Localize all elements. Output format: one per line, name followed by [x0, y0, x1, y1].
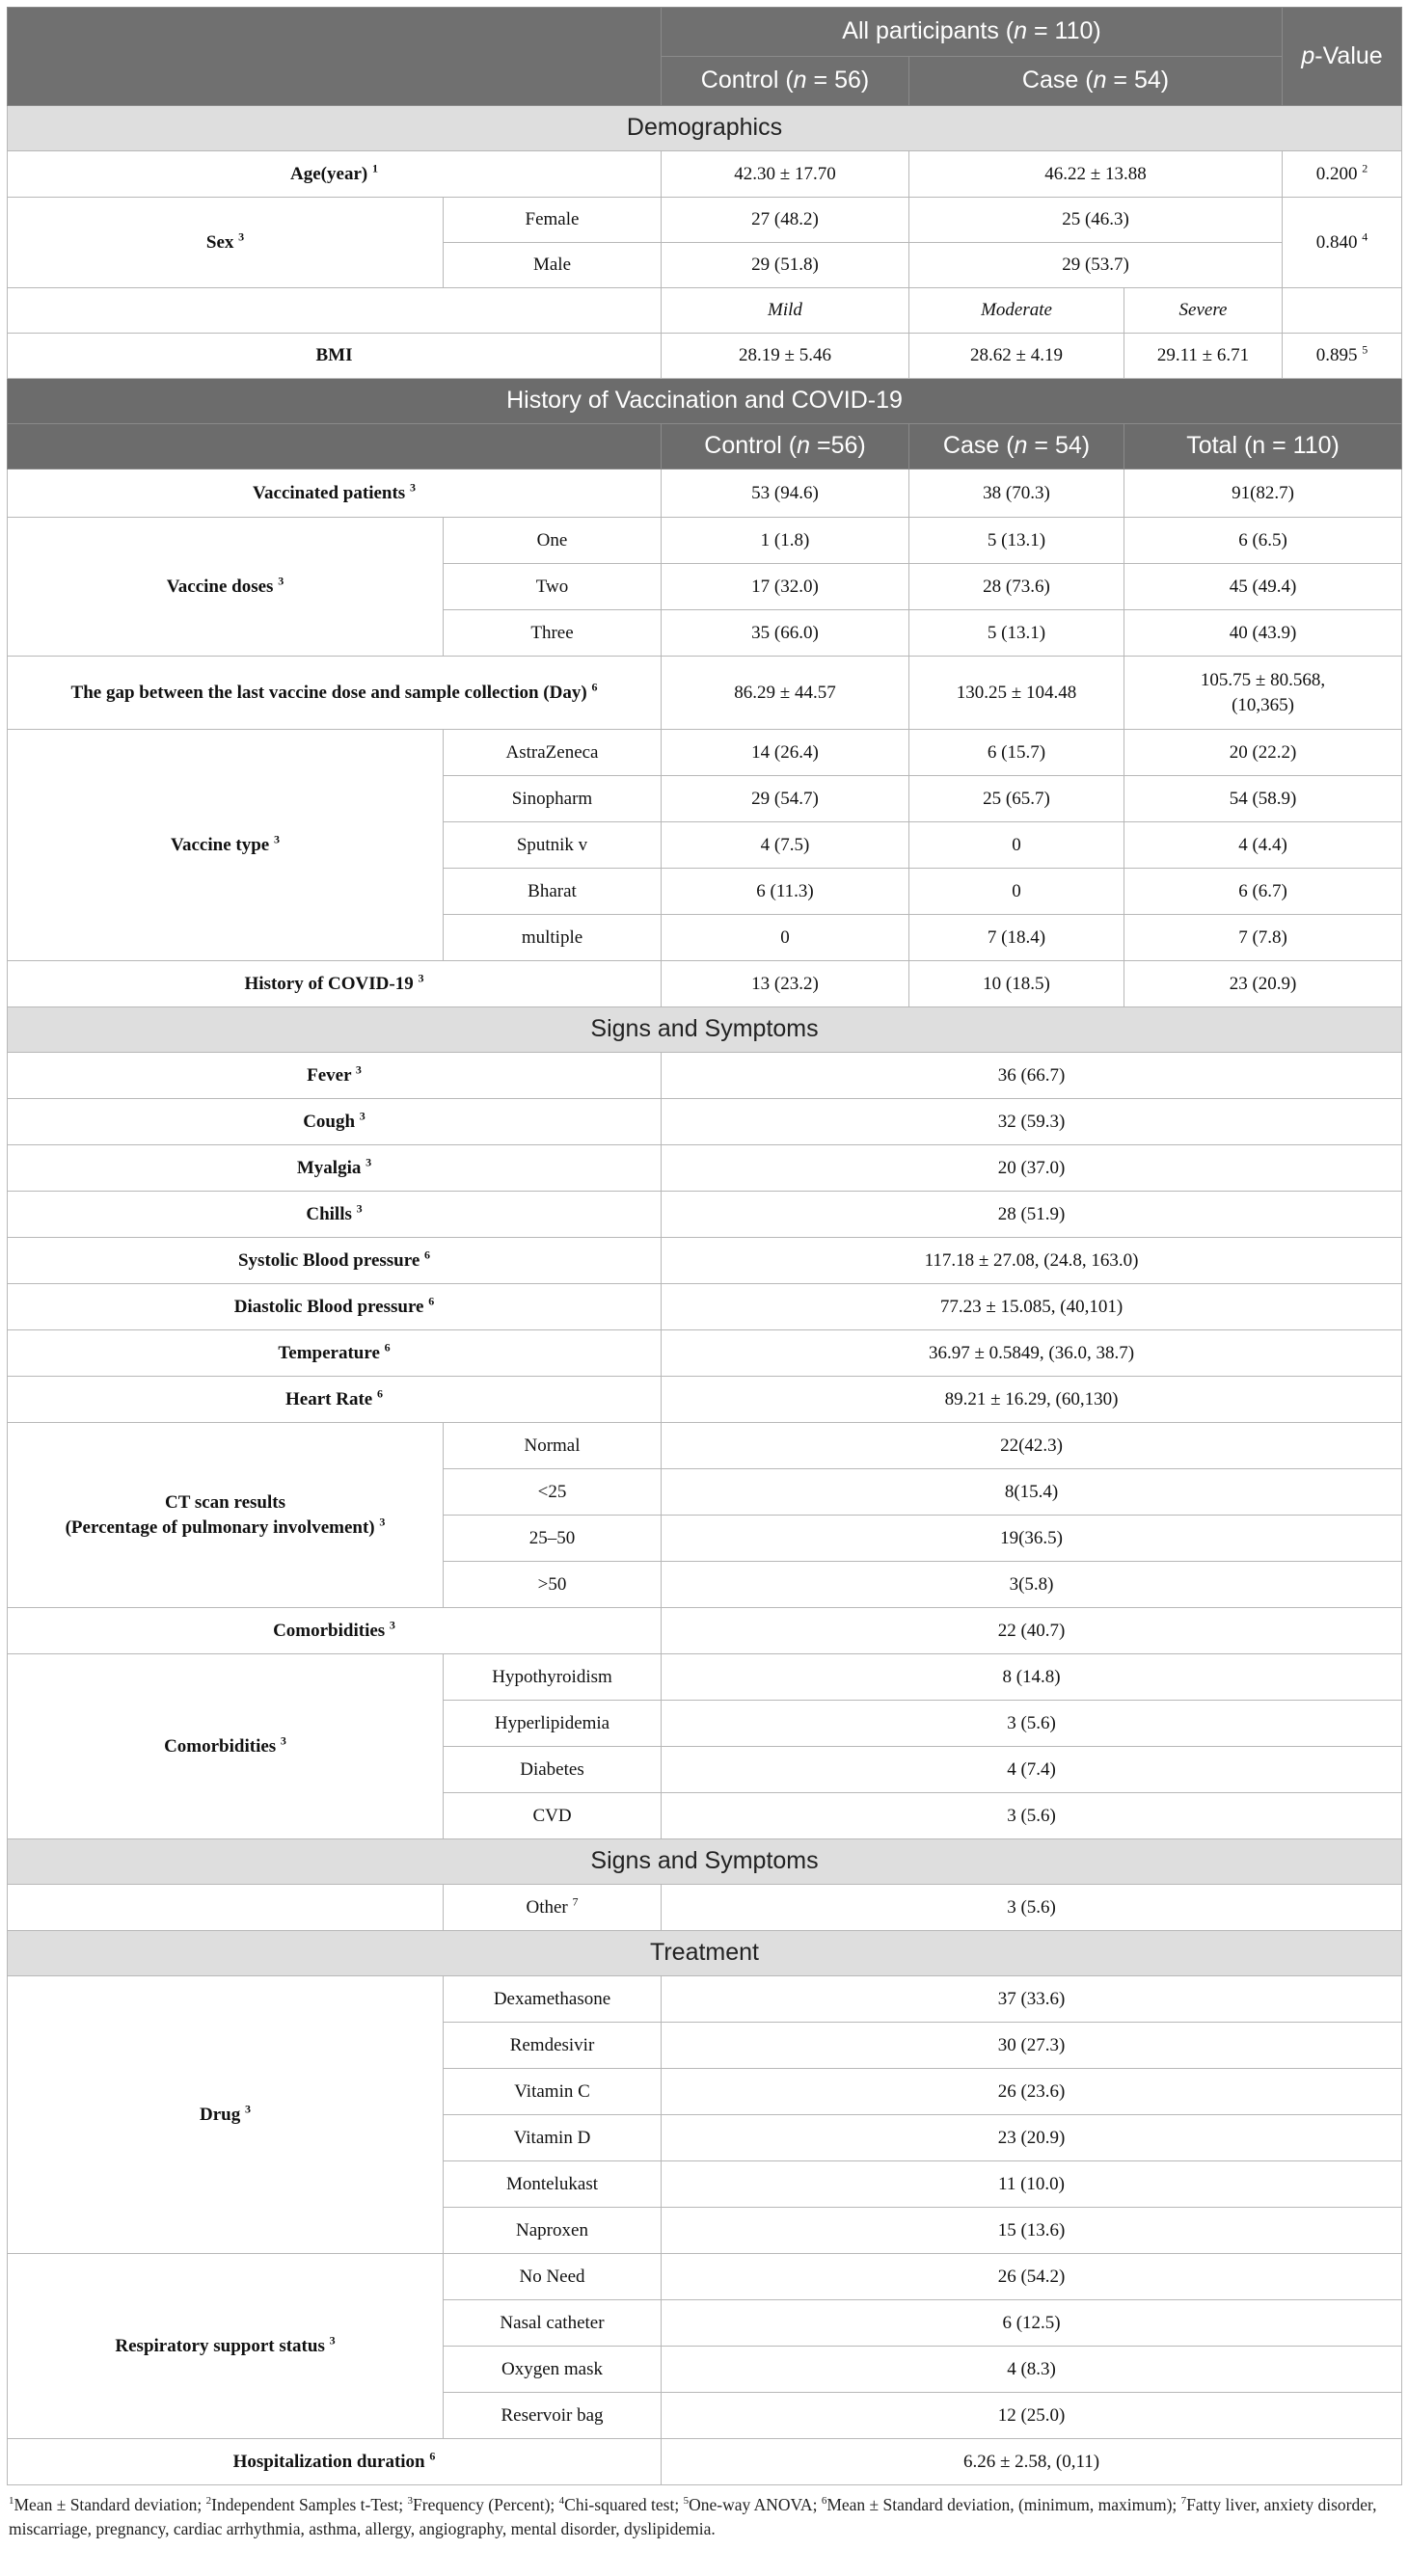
- table-row: [8, 1238, 1402, 1284]
- cell: 23 (20.9): [1124, 961, 1402, 1007]
- cell: 37 (33.6): [662, 1976, 1402, 2023]
- row-label: Myalgia $^3$: [8, 1145, 662, 1192]
- cell: 5 (13.1): [909, 518, 1124, 564]
- sub-label: Male: [444, 243, 662, 288]
- section-signs: [8, 1007, 1402, 1053]
- cell: Moderate: [909, 288, 1124, 334]
- row-label: Temperature $^6$: [8, 1330, 662, 1377]
- sub-label: Three: [444, 610, 662, 657]
- cell: 28 (51.9): [662, 1192, 1402, 1238]
- cell: 7 (7.8): [1124, 915, 1402, 961]
- sub-label: Diabetes: [444, 1747, 662, 1793]
- sub-label: Sinopharm: [444, 776, 662, 822]
- vaccination-subheader: [8, 424, 1402, 470]
- row-label: Vaccine type $^3$: [8, 730, 444, 961]
- cell: 4 (4.4): [1124, 822, 1402, 869]
- table-row: [8, 730, 1402, 776]
- cell: 0: [909, 822, 1124, 869]
- header-case: Case (n = 54): [909, 57, 1283, 106]
- cell: 117.18 ± 27.08, (24.8, 163.0): [662, 1238, 1402, 1284]
- cell: Severe: [1124, 288, 1283, 334]
- cell: 30 (27.3): [662, 2023, 1402, 2069]
- cell: 25 (65.7): [909, 776, 1124, 822]
- section-title: Treatment: [8, 1931, 1402, 1976]
- row-label: The gap between the last vaccine dose and sample collection (Day) $^6$: [8, 657, 662, 730]
- row-label: Respiratory support status $^3$: [8, 2254, 444, 2439]
- table-row: [8, 198, 1402, 243]
- section-signs-2: [8, 1839, 1402, 1885]
- header-pvalue: p-Value: [1283, 8, 1402, 106]
- table-row: [8, 1377, 1402, 1423]
- row-label: Fever $^3$: [8, 1053, 662, 1099]
- cell: 6.26 ± 2.58, (0,11): [662, 2439, 1402, 2485]
- cell: 22(42.3): [662, 1423, 1402, 1469]
- row-label: Cough $^3$: [8, 1099, 662, 1145]
- row-label: Comorbidities $^3$: [8, 1654, 444, 1839]
- section-title: History of Vaccination and COVID-19: [8, 379, 1402, 424]
- cell: 77.23 ± 15.085, (40,101): [662, 1284, 1402, 1330]
- cell: 4 (7.5): [662, 822, 909, 869]
- sub-label: Two: [444, 564, 662, 610]
- table-row: [8, 1053, 1402, 1099]
- sub-label: Normal: [444, 1423, 662, 1469]
- cell: [8, 424, 662, 470]
- sub-label: No Need: [444, 2254, 662, 2300]
- table-row: [8, 1330, 1402, 1377]
- cell: 29 (53.7): [909, 243, 1283, 288]
- row-label: History of COVID-19 $^3$: [8, 961, 662, 1007]
- table-row: [8, 1654, 1402, 1701]
- cell: 35 (66.0): [662, 610, 909, 657]
- cell: 20 (22.2): [1124, 730, 1402, 776]
- subheader-total: Total (n = 110): [1124, 424, 1402, 470]
- cell: [8, 288, 662, 334]
- cell: 0.200 $^2$: [1283, 151, 1402, 198]
- cell: 42.30 ± 17.70: [662, 151, 909, 198]
- cell: 36 (66.7): [662, 1053, 1402, 1099]
- row-label: Vaccinated patients $^3$: [8, 470, 662, 518]
- section-treatment: [8, 1931, 1402, 1976]
- cell: 28.19 ± 5.46: [662, 334, 909, 379]
- cell: 1 (1.8): [662, 518, 909, 564]
- subheader-case: Case (n = 54): [909, 424, 1124, 470]
- cell: 53 (94.6): [662, 470, 909, 518]
- cell: 6 (11.3): [662, 869, 909, 915]
- cell: 8 (14.8): [662, 1654, 1402, 1701]
- cell: 105.75 ± 80.568, (10,365): [1124, 657, 1402, 730]
- table-row: [8, 657, 1402, 730]
- row-label: Diastolic Blood pressure $^6$: [8, 1284, 662, 1330]
- cell: [1283, 288, 1402, 334]
- section-title: Signs and Symptoms: [8, 1007, 1402, 1053]
- section-title: Demographics: [8, 106, 1402, 151]
- sub-label: Hypothyroidism: [444, 1654, 662, 1701]
- cell: 22 (40.7): [662, 1608, 1402, 1654]
- header-control: Control (n = 56): [662, 57, 909, 106]
- cell: 6 (6.5): [1124, 518, 1402, 564]
- cell: 11 (10.0): [662, 2161, 1402, 2208]
- row-label: Systolic Blood pressure $^6$: [8, 1238, 662, 1284]
- cell: [8, 1885, 444, 1931]
- cell: 8(15.4): [662, 1469, 1402, 1516]
- sub-label: Montelukast: [444, 2161, 662, 2208]
- cell: 5 (13.1): [909, 610, 1124, 657]
- cell: 6 (6.7): [1124, 869, 1402, 915]
- cell: 130.25 ± 104.48: [909, 657, 1124, 730]
- cell: 32 (59.3): [662, 1099, 1402, 1145]
- cell: 40 (43.9): [1124, 610, 1402, 657]
- section-title: Signs and Symptoms: [8, 1839, 1402, 1885]
- cell: 29 (51.8): [662, 243, 909, 288]
- cell: 23 (20.9): [662, 2115, 1402, 2161]
- cell: 0: [909, 869, 1124, 915]
- sub-label: Dexamethasone: [444, 1976, 662, 2023]
- row-label: CT scan results (Percentage of pulmonary involvement) $^3$: [8, 1423, 444, 1608]
- sub-label: CVD: [444, 1793, 662, 1839]
- cell: Mild: [662, 288, 909, 334]
- cell: 6 (15.7): [909, 730, 1124, 776]
- data-table: [7, 7, 1402, 2485]
- cell: 4 (8.3): [662, 2347, 1402, 2393]
- table-row: [8, 2254, 1402, 2300]
- table-row: [8, 1192, 1402, 1238]
- cell: 27 (48.2): [662, 198, 909, 243]
- row-label: Comorbidities $^3$: [8, 1608, 662, 1654]
- header-row-1: [8, 8, 1402, 57]
- footnote: $^1$Mean ± Standard deviation; $^2$Independent Samples t-Test; $^3$Frequency (Percent); $^4$Chi-squared test; $^5$One-way ANOVA; $^6$Mean ± Standard deviation, (minimum, maximum); $^7$Fatty liver, anxiety disorder, miscarriage, pregnancy, cardiac arrhythmia, asthma, allergy, angiography, mental disorder, dyslipidemia.: [9, 2495, 1377, 2538]
- sub-label: Reservoir bag: [444, 2393, 662, 2439]
- cell: 14 (26.4): [662, 730, 909, 776]
- sub-label: Vitamin D: [444, 2115, 662, 2161]
- cell: 3 (5.6): [662, 1885, 1402, 1931]
- sub-label: 25–50: [444, 1516, 662, 1562]
- sub-label: Female: [444, 198, 662, 243]
- sub-label: <25: [444, 1469, 662, 1516]
- header-corner: [8, 8, 662, 106]
- cell: 19(36.5): [662, 1516, 1402, 1562]
- table-row: [8, 2439, 1402, 2485]
- sub-label: One: [444, 518, 662, 564]
- row-label: Chills $^3$: [8, 1192, 662, 1238]
- cell: 54 (58.9): [1124, 776, 1402, 822]
- row-label: Vaccine doses $^3$: [8, 518, 444, 657]
- cell: 3(5.8): [662, 1562, 1402, 1608]
- cell: 6 (12.5): [662, 2300, 1402, 2347]
- cell: 29.11 ± 6.71: [1124, 334, 1283, 379]
- table-row: [8, 1608, 1402, 1654]
- sub-label: Bharat: [444, 869, 662, 915]
- subheader-control: Control (n =56): [662, 424, 909, 470]
- sub-label: Oxygen mask: [444, 2347, 662, 2393]
- cell: 0: [662, 915, 909, 961]
- cell: 36.97 ± 0.5849, (36.0, 38.7): [662, 1330, 1402, 1377]
- table-row: [8, 288, 1402, 334]
- table-row: [8, 1885, 1402, 1931]
- table-row: [8, 1099, 1402, 1145]
- cell: 28 (73.6): [909, 564, 1124, 610]
- row-label: Sex $^3$: [8, 198, 444, 288]
- cell: 10 (18.5): [909, 961, 1124, 1007]
- cell: 29 (54.7): [662, 776, 909, 822]
- table-row: [8, 961, 1402, 1007]
- cell: 7 (18.4): [909, 915, 1124, 961]
- sub-label: Vitamin C: [444, 2069, 662, 2115]
- cell: 0.895 $^5$: [1283, 334, 1402, 379]
- table-row: [8, 151, 1402, 198]
- sub-label: Sputnik v: [444, 822, 662, 869]
- row-label: BMI: [8, 334, 662, 379]
- cell: 86.29 ± 44.57: [662, 657, 909, 730]
- table-row: [8, 1423, 1402, 1469]
- table-row: [8, 518, 1402, 564]
- cell: 45 (49.4): [1124, 564, 1402, 610]
- cell: 26 (54.2): [662, 2254, 1402, 2300]
- cell: 4 (7.4): [662, 1747, 1402, 1793]
- table-row: [8, 470, 1402, 518]
- cell: 12 (25.0): [662, 2393, 1402, 2439]
- sub-label: multiple: [444, 915, 662, 961]
- cell: 91(82.7): [1124, 470, 1402, 518]
- cell: 26 (23.6): [662, 2069, 1402, 2115]
- table-row: [8, 1976, 1402, 2023]
- cell: 89.21 ± 16.29, (60,130): [662, 1377, 1402, 1423]
- section-demographics: [8, 106, 1402, 151]
- cell: 38 (70.3): [909, 470, 1124, 518]
- sub-label: Nasal catheter: [444, 2300, 662, 2347]
- sub-label: Naproxen: [444, 2208, 662, 2254]
- row-label: Heart Rate $^6$: [8, 1377, 662, 1423]
- row-label: Drug $^3$: [8, 1976, 444, 2254]
- sub-label: >50: [444, 1562, 662, 1608]
- row-label: Age(year) $^1$: [8, 151, 662, 198]
- sub-label: Other $^7$: [444, 1885, 662, 1931]
- table-row: [8, 334, 1402, 379]
- section-vaccination: [8, 379, 1402, 424]
- sub-label: AstraZeneca: [444, 730, 662, 776]
- cell: 0.840 $^4$: [1283, 198, 1402, 288]
- cell: 17 (32.0): [662, 564, 909, 610]
- sub-label: Remdesivir: [444, 2023, 662, 2069]
- cell: 20 (37.0): [662, 1145, 1402, 1192]
- sub-label: Hyperlipidemia: [444, 1701, 662, 1747]
- table-row: [8, 1284, 1402, 1330]
- cell: 13 (23.2): [662, 961, 909, 1007]
- cell: 25 (46.3): [909, 198, 1283, 243]
- cell: 28.62 ± 4.19: [909, 334, 1124, 379]
- table-container: [7, 7, 1401, 2540]
- header-all-participants: All participants (n = 110): [662, 8, 1283, 57]
- table-row: [8, 1145, 1402, 1192]
- row-label: Hospitalization duration $^6$: [8, 2439, 662, 2485]
- cell: 46.22 ± 13.88: [909, 151, 1283, 198]
- cell: 15 (13.6): [662, 2208, 1402, 2254]
- cell: 3 (5.6): [662, 1701, 1402, 1747]
- cell: 3 (5.6): [662, 1793, 1402, 1839]
